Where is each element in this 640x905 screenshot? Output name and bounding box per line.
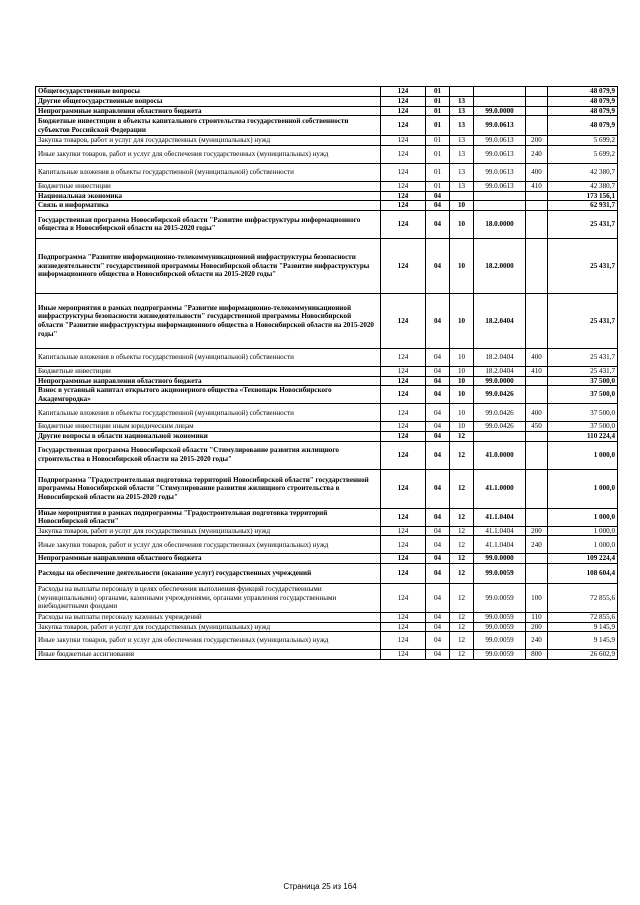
row-amount: 26 602,9 (548, 650, 618, 660)
row-name: Иные мероприятия в рамках подпрограммы "Градостроительная подготовка территорий Новосибирской области" (36, 508, 381, 526)
row-name: Национальная экономика (36, 191, 381, 201)
table-row (36, 136, 618, 146)
row-target-code: 41.0.0000 (474, 441, 526, 469)
row-section: 04 (426, 431, 450, 441)
table-row (36, 116, 618, 136)
row-expense-type (526, 201, 548, 211)
budget-table-body (36, 87, 618, 660)
row-expense-type (526, 238, 548, 293)
row-admin-code: 124 (381, 469, 426, 508)
row-name: Другие общегосударственные вопросы (36, 97, 381, 107)
row-amount: 48 079,9 (548, 116, 618, 136)
row-expense-type: 400 (526, 164, 548, 182)
row-expense-type: 110 (526, 612, 548, 622)
row-name: Непрограммные направления областного бюджета (36, 376, 381, 386)
row-admin-code: 124 (381, 508, 426, 526)
row-target-code: 41.1.0404 (474, 508, 526, 526)
row-expense-type (526, 293, 548, 348)
row-target-code: 99.0.0613 (474, 116, 526, 136)
row-subsection (450, 87, 474, 97)
row-expense-type: 200 (526, 526, 548, 536)
row-name: Непрограммные направления областного бюджета (36, 106, 381, 116)
row-target-code: 99.0.0426 (474, 422, 526, 432)
row-section: 04 (426, 563, 450, 583)
row-target-code: 99.0.0426 (474, 386, 526, 404)
row-name: Иные закупки товаров, работ и услуг для обеспечения государственных (муниципальных) нужд (36, 632, 381, 650)
row-section: 01 (426, 106, 450, 116)
row-section: 01 (426, 97, 450, 107)
row-amount: 48 079,9 (548, 106, 618, 116)
row-amount: 5 699,2 (548, 146, 618, 164)
row-subsection: 13 (450, 97, 474, 107)
row-admin-code: 124 (381, 554, 426, 564)
row-amount: 25 431,7 (548, 293, 618, 348)
table-row (36, 87, 618, 97)
row-target-code: 99.0.0059 (474, 563, 526, 583)
table-row (36, 164, 618, 182)
row-admin-code: 124 (381, 106, 426, 116)
table-row (36, 469, 618, 508)
row-name: Капитальные вложения в объекты государственной (муниципальной) собственности (36, 348, 381, 366)
table-row (36, 536, 618, 554)
row-name: Подпрограмма "Градостроительная подготовка территорий Новосибирской области" государственной программы Новосибирской области "Стимулирование развития жилищного строительства в Новосибирской области на 2015-2020 годы" (36, 469, 381, 508)
row-section: 04 (426, 469, 450, 508)
row-section: 04 (426, 422, 450, 432)
row-amount: 37 500,0 (548, 386, 618, 404)
row-subsection: 12 (450, 441, 474, 469)
row-section: 01 (426, 146, 450, 164)
row-name: Расходы на выплаты персоналу в целях обеспечения выполнения функций государственными (муниципальными) органами, казенными учреждениями, органами управления государственными внебюджетными фондами (36, 583, 381, 612)
row-target-code: 99.0.0000 (474, 376, 526, 386)
row-section: 01 (426, 116, 450, 136)
row-section: 04 (426, 191, 450, 201)
row-amount: 72 855,6 (548, 612, 618, 622)
row-section: 04 (426, 376, 450, 386)
row-section: 04 (426, 650, 450, 660)
row-expense-type (526, 106, 548, 116)
row-section: 04 (426, 348, 450, 366)
row-admin-code: 124 (381, 136, 426, 146)
row-amount: 72 855,6 (548, 583, 618, 612)
row-name: Капитальные вложения в объекты государственной (муниципальной) собственности (36, 164, 381, 182)
row-amount: 1 000,0 (548, 526, 618, 536)
row-admin-code: 124 (381, 210, 426, 238)
row-admin-code: 124 (381, 622, 426, 632)
table-row (36, 612, 618, 622)
row-name: Взнос в уставный капитал открытого акционерного общества «Технопарк Новосибирского Академгородка» (36, 386, 381, 404)
row-expense-type (526, 431, 548, 441)
row-admin-code: 124 (381, 201, 426, 211)
row-admin-code: 124 (381, 422, 426, 432)
row-subsection: 12 (450, 536, 474, 554)
row-subsection: 13 (450, 106, 474, 116)
row-admin-code: 124 (381, 536, 426, 554)
row-amount: 1 000,0 (548, 469, 618, 508)
row-amount: 25 431,7 (548, 210, 618, 238)
row-expense-type (526, 563, 548, 583)
row-section: 04 (426, 622, 450, 632)
row-section: 04 (426, 386, 450, 404)
row-subsection: 10 (450, 238, 474, 293)
table-row (36, 146, 618, 164)
table-row (36, 293, 618, 348)
row-amount: 48 079,9 (548, 97, 618, 107)
row-amount: 25 431,7 (548, 366, 618, 376)
row-target-code (474, 191, 526, 201)
row-target-code: 41.1.0404 (474, 526, 526, 536)
row-amount: 9 145,9 (548, 622, 618, 632)
row-amount: 62 931,7 (548, 201, 618, 211)
row-admin-code: 124 (381, 650, 426, 660)
row-name: Непрограммные направления областного бюджета (36, 554, 381, 564)
row-expense-type (526, 191, 548, 201)
row-target-code: 18.2.0404 (474, 366, 526, 376)
row-name: Расходы на выплаты персоналу казенных учреждений (36, 612, 381, 622)
row-target-code: 99.0.0613 (474, 182, 526, 192)
table-row (36, 366, 618, 376)
row-expense-type: 400 (526, 404, 548, 422)
row-admin-code: 124 (381, 612, 426, 622)
row-section: 04 (426, 632, 450, 650)
row-admin-code: 124 (381, 376, 426, 386)
row-admin-code: 124 (381, 182, 426, 192)
table-row (36, 238, 618, 293)
row-amount: 42 380,7 (548, 182, 618, 192)
row-name: Бюджетные инвестиции (36, 366, 381, 376)
row-subsection: 10 (450, 348, 474, 366)
row-amount: 37 500,0 (548, 404, 618, 422)
row-name: Бюджетные инвестиции иным юридическим лицам (36, 422, 381, 432)
row-target-code (474, 97, 526, 107)
row-target-code: 18.2.0000 (474, 238, 526, 293)
row-admin-code: 124 (381, 97, 426, 107)
row-expense-type (526, 469, 548, 508)
table-row (36, 441, 618, 469)
row-amount: 1 000,0 (548, 441, 618, 469)
row-admin-code: 124 (381, 441, 426, 469)
table-row (36, 210, 618, 238)
row-admin-code: 124 (381, 293, 426, 348)
row-admin-code: 124 (381, 404, 426, 422)
row-section: 01 (426, 164, 450, 182)
row-admin-code: 124 (381, 366, 426, 376)
table-row (36, 201, 618, 211)
table-row (36, 386, 618, 404)
row-expense-type: 240 (526, 536, 548, 554)
row-expense-type (526, 87, 548, 97)
row-subsection: 13 (450, 136, 474, 146)
row-subsection: 12 (450, 508, 474, 526)
table-row (36, 526, 618, 536)
row-subsection: 12 (450, 431, 474, 441)
row-section: 04 (426, 526, 450, 536)
row-target-code: 99.0.0613 (474, 146, 526, 164)
table-row (36, 554, 618, 564)
row-amount: 25 431,7 (548, 348, 618, 366)
row-expense-type: 200 (526, 136, 548, 146)
row-admin-code: 124 (381, 563, 426, 583)
table-row (36, 182, 618, 192)
row-target-code: 99.0.0613 (474, 164, 526, 182)
row-expense-type: 100 (526, 583, 548, 612)
row-section: 04 (426, 612, 450, 622)
row-section: 04 (426, 441, 450, 469)
row-section: 04 (426, 238, 450, 293)
row-admin-code: 124 (381, 431, 426, 441)
row-target-code: 99.0.0426 (474, 404, 526, 422)
row-expense-type (526, 210, 548, 238)
row-subsection: 10 (450, 422, 474, 432)
row-target-code (474, 431, 526, 441)
row-target-code: 99.0.0059 (474, 650, 526, 660)
row-amount: 48 079,9 (548, 87, 618, 97)
row-expense-type: 410 (526, 366, 548, 376)
row-section: 04 (426, 366, 450, 376)
row-name: Закупка товаров, работ и услуг для государственных (муниципальных) нужд (36, 622, 381, 632)
row-subsection: 10 (450, 210, 474, 238)
row-expense-type: 200 (526, 622, 548, 632)
row-expense-type: 400 (526, 348, 548, 366)
row-section: 01 (426, 87, 450, 97)
row-amount: 110 224,4 (548, 431, 618, 441)
row-name: Связь и информатика (36, 201, 381, 211)
row-target-code: 99.0.0613 (474, 136, 526, 146)
row-subsection: 12 (450, 583, 474, 612)
row-name: Государственная программа Новосибирской области "Стимулирование развития жилищного строительства в Новосибирской области на 2015-2020 годы" (36, 441, 381, 469)
row-target-code: 41.1.0404 (474, 536, 526, 554)
row-amount: 5 699,2 (548, 136, 618, 146)
row-subsection: 12 (450, 526, 474, 536)
row-target-code (474, 201, 526, 211)
row-subsection: 12 (450, 612, 474, 622)
row-amount: 108 604,4 (548, 563, 618, 583)
row-target-code: 41.1.0000 (474, 469, 526, 508)
row-subsection: 13 (450, 182, 474, 192)
row-subsection: 12 (450, 469, 474, 508)
row-expense-type (526, 97, 548, 107)
table-row (36, 422, 618, 432)
row-expense-type: 800 (526, 650, 548, 660)
row-subsection: 12 (450, 650, 474, 660)
row-name: Иные бюджетные ассигнования (36, 650, 381, 660)
row-expense-type (526, 116, 548, 136)
row-section: 04 (426, 508, 450, 526)
row-expense-type (526, 441, 548, 469)
table-row (36, 404, 618, 422)
row-name: Расходы на обеспечение деятельности (оказание услуг) государственных учреждений (36, 563, 381, 583)
table-row (36, 650, 618, 660)
row-amount: 25 431,7 (548, 238, 618, 293)
row-admin-code: 124 (381, 87, 426, 97)
row-section: 01 (426, 182, 450, 192)
row-admin-code: 124 (381, 386, 426, 404)
row-admin-code: 124 (381, 164, 426, 182)
table-row (36, 97, 618, 107)
row-section: 04 (426, 201, 450, 211)
row-amount: 1 000,0 (548, 536, 618, 554)
row-expense-type (526, 376, 548, 386)
row-section: 04 (426, 554, 450, 564)
row-subsection: 10 (450, 376, 474, 386)
row-target-code: 99.0.0000 (474, 554, 526, 564)
row-target-code: 99.0.0059 (474, 612, 526, 622)
row-name: Бюджетные инвестиции (36, 182, 381, 192)
row-subsection: 12 (450, 554, 474, 564)
row-subsection: 13 (450, 164, 474, 182)
row-target-code: 99.0.0059 (474, 583, 526, 612)
row-expense-type (526, 386, 548, 404)
row-amount: 1 000,0 (548, 508, 618, 526)
row-section: 04 (426, 583, 450, 612)
row-section: 04 (426, 536, 450, 554)
table-row (36, 106, 618, 116)
table-row (36, 583, 618, 612)
row-admin-code: 124 (381, 526, 426, 536)
table-row (36, 191, 618, 201)
table-row (36, 632, 618, 650)
row-expense-type: 240 (526, 146, 548, 164)
row-amount: 9 145,9 (548, 632, 618, 650)
row-target-code: 99.0.0059 (474, 632, 526, 650)
row-subsection: 10 (450, 404, 474, 422)
row-admin-code: 124 (381, 348, 426, 366)
row-name: Общегосударственные вопросы (36, 87, 381, 97)
row-name: Иные мероприятия в рамках подпрограммы "Развитие информационно-телекоммуникационной инфраструктуры безопасности жизнедеятельности" государственной программы Новосибирской области "Развитие инфраструктуры информационного общества в Новосибирской области на 2015-2020 годы" (36, 293, 381, 348)
row-target-code: 18.2.0404 (474, 293, 526, 348)
row-section: 04 (426, 404, 450, 422)
row-subsection: 12 (450, 622, 474, 632)
table-row (36, 508, 618, 526)
row-section: 04 (426, 210, 450, 238)
row-name: Закупка товаров, работ и услуг для государственных (муниципальных) нужд (36, 526, 381, 536)
row-name: Закупка товаров, работ и услуг для государственных (муниципальных) нужд (36, 136, 381, 146)
row-name: Подпрограмма "Развитие информационно-телекоммуникационной инфраструктуры безопасности жизнедеятельности" государственной программы Новосибирской области "Развитие инфраструктуры информационного общества в Новосибирской области на 2015-2020 годы" (36, 238, 381, 293)
row-expense-type: 240 (526, 632, 548, 650)
row-amount: 173 156,1 (548, 191, 618, 201)
row-expense-type (526, 554, 548, 564)
row-admin-code: 124 (381, 116, 426, 136)
row-subsection: 10 (450, 293, 474, 348)
row-admin-code: 124 (381, 146, 426, 164)
row-admin-code: 124 (381, 583, 426, 612)
row-expense-type: 410 (526, 182, 548, 192)
row-section: 04 (426, 293, 450, 348)
row-amount: 37 500,0 (548, 422, 618, 432)
row-name: Иные закупки товаров, работ и услуг для обеспечения государственных (муниципальных) нужд (36, 536, 381, 554)
row-target-code: 18.0.0000 (474, 210, 526, 238)
table-row (36, 348, 618, 366)
row-subsection: 10 (450, 366, 474, 376)
table-row (36, 431, 618, 441)
row-target-code: 99.0.0059 (474, 622, 526, 632)
table-row (36, 563, 618, 583)
row-name: Бюджетные инвестиции в объекты капитального строительства государственной собственности субъектов Российской Федерации (36, 116, 381, 136)
row-subsection (450, 191, 474, 201)
row-admin-code: 124 (381, 632, 426, 650)
row-expense-type (526, 508, 548, 526)
budget-table (35, 86, 618, 660)
row-name: Иные закупки товаров, работ и услуг для обеспечения государственных (муниципальных) нужд (36, 146, 381, 164)
row-target-code: 99.0.0000 (474, 106, 526, 116)
table-row (36, 622, 618, 632)
row-subsection: 13 (450, 116, 474, 136)
row-target-code (474, 87, 526, 97)
row-admin-code: 124 (381, 238, 426, 293)
row-section: 01 (426, 136, 450, 146)
row-amount: 42 380,7 (548, 164, 618, 182)
row-subsection: 10 (450, 201, 474, 211)
table-row (36, 376, 618, 386)
row-subsection: 10 (450, 386, 474, 404)
row-name: Государственная программа Новосибирской области "Развитие инфраструктуры информационного общества в Новосибирской области на 2015-2020 годы" (36, 210, 381, 238)
row-subsection: 12 (450, 563, 474, 583)
row-subsection: 12 (450, 632, 474, 650)
row-admin-code: 124 (381, 191, 426, 201)
row-name: Капитальные вложения в объекты государственной (муниципальной) собственности (36, 404, 381, 422)
row-target-code: 18.2.0404 (474, 348, 526, 366)
row-name: Другие вопросы в области национальной экономики (36, 431, 381, 441)
page-number: Страница 25 из 164 (283, 882, 357, 891)
row-amount: 109 224,4 (548, 554, 618, 564)
row-amount: 37 500,0 (548, 376, 618, 386)
row-subsection: 13 (450, 146, 474, 164)
row-expense-type: 450 (526, 422, 548, 432)
